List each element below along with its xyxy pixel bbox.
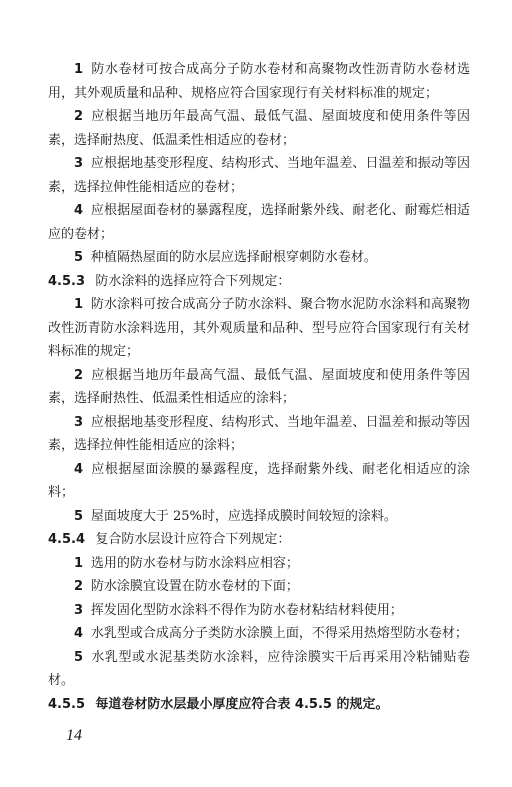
paragraph-item-2: 2 应根据当地历年最高气温、最低气温、屋面坡度和使用条件等因素，选择耐热度、低温柔性相适应的卷材； — [48, 109, 470, 148]
paragraph-item-4: 4 应根据屋面涂膜的暴露程度，选择耐紫外线、耐老化相适应的涂料； — [48, 461, 470, 500]
paragraph-item-3: 3 挥发固化型防水涂料不得作为防水卷材粘结材料使用； — [74, 602, 403, 618]
paragraph-item-5: 5 种植隔热屋面的防水层应选择耐根穿刺防水卷材。 — [74, 250, 377, 265]
paragraph-item-5: 5 水乳型或水泥基类防水涂料，应待涂膜实干后再采用冷粘铺贴卷材。 — [48, 649, 470, 688]
clause-4-5-4: 4.5.4 复合防水层设计应符合下列规定： — [48, 532, 291, 547]
paragraph-item-2: 2 应根据当地历年最高气温、最低气温、屋面坡度和使用条件等因素，选择耐热性、低温柔性相适应的涂料； — [48, 367, 470, 406]
paragraph-item-2: 2 防水涂膜宜设置在防水卷材的下面； — [74, 579, 299, 594]
paragraph-item-3: 3 应根据地基变形程度、结构形式、当地年温差、日温差和振动等因素，选择拉伸性能相适应的涂料； — [48, 414, 470, 453]
document-body — [48, 58, 470, 716]
paragraph-item-3: 3 应根据地基变形程度、结构形式、当地年温差、日温差和振动等因素，选择拉伸性能相适应的卷材； — [48, 156, 470, 195]
clause-4-5-5: 4.5.5 每道卷材防水层最小厚度应符合表 4.5.5 的规定。 — [48, 696, 389, 712]
paragraph-item-4: 4 应根据屋面卷材的暴露程度，选择耐紫外线、耐老化、耐霉烂相适应的卷材； — [48, 203, 470, 242]
paragraph-item-1: 1 防水卷材可按合成高分子防水卷材和高聚物改性沥青防水卷材选用，其外观质量和品种、规格应符合国家现行有关材料标准的规定； — [48, 62, 470, 101]
paragraph-item-4: 4 水乳型或合成高分子类防水涂膜上面，不得采用热熔型防水卷材； — [74, 626, 468, 641]
page-number: 14 — [66, 727, 82, 744]
clause-4-5-3: 4.5.3 防水涂料的选择应符合下列规定： — [48, 273, 291, 289]
paragraph-item-1: 1 选用的防水卷材与防水涂料应相容； — [74, 555, 299, 571]
paragraph-item-1: 1 防水涂料可按合成高分子防水涂料、聚合物水泥防水涂料和高聚物改性沥青防水涂料选用，其外观质量和品种、型号应符合国家现行有关材料标准的规定； — [48, 297, 470, 359]
paragraph-item-5: 5 屋面坡度大于 25%时，应选择成膜时间较短的涂料。 — [74, 508, 397, 524]
